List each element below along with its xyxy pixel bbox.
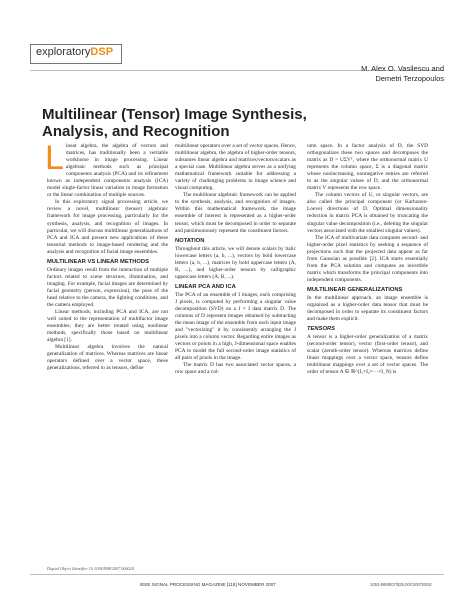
paragraph: The PCA of an ensemble of I images, each comprising J pixels, is computed by performing a singular value decomposition (SVD) on a J × I data matrix D. The columns of D represent images obtained by subtracting the mean image of the ensemble from each input image and "vectorizing" it by consistently arranging the J pixels into a column vector. Regarding entire images as vectors or points in a high, J-dimensional space enables PCA to model the full second-order image statistics of all pairs of pixels in the image. <box>175 291 296 362</box>
paragraph: multilinear operators over a set of vector spaces. Hence, multilinear algebra, the algebra of higher-order tensors, subsumes linear algebra and matrices/vectors/scalars as a special case. Multilinear algebra serves as a unifying mathematical framework suitable for addressing a variety of challenging problems in image science and visual computing. <box>175 143 296 192</box>
paragraph: umn space. In a factor analysis of D, the SVD orthogonalizes these two spaces and decomposes the matrix as D = UΣVᵀ, where the orthonormal matrix U represents the column space, Σ is a diagonal matrix whose nonincreasing, nonnegative entries are referred to as the singular values of D, and the orthonormal matrix V represents the row space. <box>307 143 428 192</box>
paragraph: In the multilinear approach, an image ensemble is organized as a higher-order data tensor that must be decomposed in order to separate its constituent factors and make them explicit. <box>307 294 428 323</box>
section-suffix: DSP <box>90 46 114 58</box>
authors-line-2: Demetri Terzopoulos <box>375 74 444 83</box>
column-1 <box>45 139 168 372</box>
section-heading: MULTILINEAR VS LINEAR METHODS <box>47 258 149 265</box>
authors-line-1: M. Alex O. Vasilescu and <box>361 64 444 73</box>
section-header <box>36 46 113 58</box>
doi-line: Digital Object Identifier 10.1109/MSP.2007.906024 <box>47 566 134 571</box>
title-line-1: Multilinear (Tensor) Image Synthesis, <box>42 106 307 123</box>
paragraph: A tensor is a higher-order generalization of a matrix (second-order tensor), vector (first-order tensor), and scalar (zeroth-order tensor). Whereas matrices define linear mappings over a vector space, tensors define multilinear mappings over a set of vector spaces. The order of tensor A ∈ ℝ^(I₁×I₂×···×I_N) is <box>307 334 428 376</box>
subsection-heading: TENSORS <box>307 326 336 333</box>
paragraph: Throughout this article, we will denote scalars by italic lowercase letters (a, b, ...), vectors by bold lowercase letters (a, b, ...), matrices by bold uppercase letters (A, B, ...), and higher-order tensors by calligraphic uppercase letters (A, B, ...). <box>175 245 296 280</box>
paragraph: The multilinear algebraic framework can be applied to the synthesis, analysis, and recognition of images. Within this mathematical framework, the image ensemble of interest is represented as a higher-order tensor, which must be decomposed in order to separate and parsimoniously represent the constituent factors. <box>175 192 296 234</box>
section-heading: NOTATION <box>175 237 205 244</box>
article-title <box>42 106 307 140</box>
drop-cap: L <box>45 139 64 177</box>
paragraph: Ordinary images result from the interaction of multiple factors related to scene structure, illumination, and imaging. For example, facial images are determined by facial geometry (person, expression), the pose of the head relative to the camera, the lighting conditions, and the camera employed. <box>47 266 168 308</box>
section-heading: LINEAR PCA AND ICA <box>175 283 236 290</box>
paragraph: The ICA of multivariate data computes second- and higher-order pixel statistics by seeking a sequence of projections such that the projected data appear as far from Gaussian as possible [2]. ICA starts essentially from the PCA solution and computes an invertible matrix which transforms the principal components into independent components. <box>307 234 428 283</box>
footer-rule <box>30 574 444 575</box>
paragraph: In this exploratory signal processing article, we review a novel, multilinear (tensor) algebraic framework for image processing, particularly for the synthesis, analysis, and recognition of images. In particular, we will discuss multilinear generalizations of PCA and ICA and present new applications of these tensorial methods to image-based rendering and the analysis and recognition of facial image ensembles. <box>47 199 168 255</box>
paragraph: Linear methods, including PCA and ICA, are not well suited to the representation of multifactor image ensembles; they are better treated using nonlinear methods, specifically those based on multilinear algebra [1]. <box>47 309 168 344</box>
title-line-2: Analysis, and Recognition <box>42 123 230 140</box>
paragraph: The column vectors of U, or singular vectors, are also called the principal component (or Karhunen-Loeve) directions of D. Optimal dimensionality reduction in matrix PCA is obtained by truncating the singular value decomposition (i.e., deleting the singular vectors associated with the smallest singular values). <box>307 192 428 234</box>
intro-text: inear algebra, the algebra of vectors and matrices, has traditionally been a veritable workhorse in image processing. Linear algebraic methods such as principal components analysis (PCA) and its refinement known as independent components analysis (ICA) model single-factor linear variation in image formation or the linear combination of multiple sources. <box>47 143 168 199</box>
intro-paragraph <box>45 139 168 199</box>
section-heading: MULTILINEAR GENERALIZATIONS <box>307 286 403 293</box>
authors <box>361 64 444 84</box>
paragraph: The matrix D has two associated vector spaces, a row space and a col- <box>175 362 296 376</box>
column-3 <box>307 143 428 376</box>
footer-issn: 1053-5888/07/$25.00©2007IEEE <box>370 582 432 587</box>
paragraph: Multilinear algebra involves the natural generalization of matrices. Whereas matrices are linear operators defined over a vector space, these generalizations, referred to as tensors, define <box>47 344 168 372</box>
footer-magazine: IEEE SIGNAL PROCESSING MAGAZINE [118] NOVEMBER 2007 <box>140 582 276 587</box>
column-2 <box>175 143 296 376</box>
section-prefix: exploratory <box>36 46 91 58</box>
